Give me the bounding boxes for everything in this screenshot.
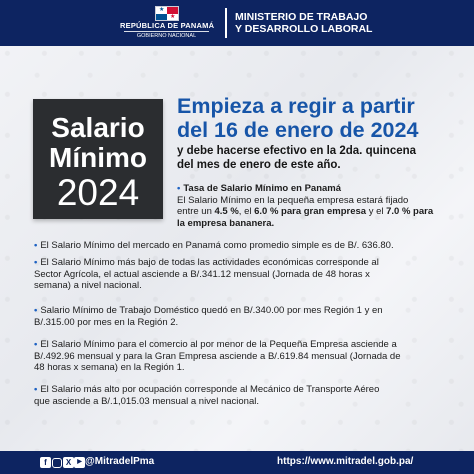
title-minimo: Mínimo: [49, 142, 147, 173]
social-handle[interactable]: @MitradelPma: [85, 456, 155, 467]
instagram-icon[interactable]: [52, 458, 62, 468]
tasa-title: Tasa de Salario Mínimo en Panamá: [183, 183, 342, 194]
website-link[interactable]: https://www.mitradel.gob.pa/: [277, 456, 414, 467]
tasa-line-2: entre un 4.5 %, el 6.0 % para gran empresa y el 7.0 % para: [177, 206, 434, 218]
list-item: • Salario Mínimo de Trabajo Doméstico quedó en B/.340.00 por mes Región 1 y en B/.315.00 por mes en la Región 2.: [34, 305, 383, 328]
footer-bar: [0, 451, 474, 474]
bullet-icon: •: [177, 183, 181, 194]
subheadline: [177, 144, 473, 172]
bullet-icon: •: [34, 384, 38, 395]
title-salario: Salario: [51, 112, 145, 143]
government-label: GOBIERNO NACIONAL: [136, 33, 197, 39]
header-bar: [0, 0, 474, 46]
list-item: • El Salario Mínimo más bajo de todas las actividades económicas corresponde al Sector Agrícola, el actual asciende a B/.341.12 mensual (Jornada de 48 horas x semana) a nivel nacional.: [34, 257, 379, 292]
subhead-line-1: y debe hacerse efectivo en la 2da. quincena: [177, 145, 417, 157]
youtube-icon[interactable]: ▶: [74, 457, 85, 468]
bullet-icon: •: [34, 257, 38, 268]
headline-line-2: del 16 de enero de 2024: [177, 118, 419, 142]
republic-label: REPÚBLICA DE PANAMÁ: [120, 21, 215, 30]
twitter-x-icon[interactable]: X: [63, 457, 74, 468]
title-box: [33, 99, 163, 219]
title-year: 2024: [56, 172, 140, 213]
tasa-line-3: la empresa bananera.: [177, 218, 275, 230]
ministry-line-1: MINISTERIO DE TRABAJO: [235, 11, 368, 23]
bullet-icon: •: [34, 240, 38, 251]
facebook-icon[interactable]: f: [40, 457, 51, 468]
bullet-icon: •: [34, 339, 38, 350]
ministry-line-2: Y DESARROLLO LABORAL: [235, 23, 373, 35]
list-item: • El Salario más alto por ocupación corresponde al Mecánico de Transporte Aéreo que asciende a B/.1,015.03 mensual a nivel nacional.: [34, 384, 380, 407]
panama-flag-icon: ★ ★: [155, 6, 179, 21]
divider-line: [124, 31, 209, 32]
bullet-icon: •: [34, 305, 38, 316]
subhead-line-2: del mes de enero de este año.: [177, 159, 341, 171]
headline: [177, 94, 473, 142]
header-divider: [225, 8, 227, 38]
list-item: • El Salario Mínimo del mercado en Panamá como promedio simple es de B/. 636.80.: [34, 240, 394, 251]
ministry-name: [235, 11, 372, 35]
tasa-section: [177, 183, 467, 230]
tasa-line-1: El Salario Mínimo en la pequeña empresa estará fijado: [177, 194, 409, 206]
list-item: • El Salario Mínimo para el comercio al por menor de la Pequeña Empresa asciende a B/.492.96 mensual y para la Gran Empresa asciende a B/.619.84 mensual (Jornada de 48 horas x semana) en la Región 1.: [34, 339, 401, 374]
headline-line-1: Empieza a regir a partir: [177, 94, 415, 118]
